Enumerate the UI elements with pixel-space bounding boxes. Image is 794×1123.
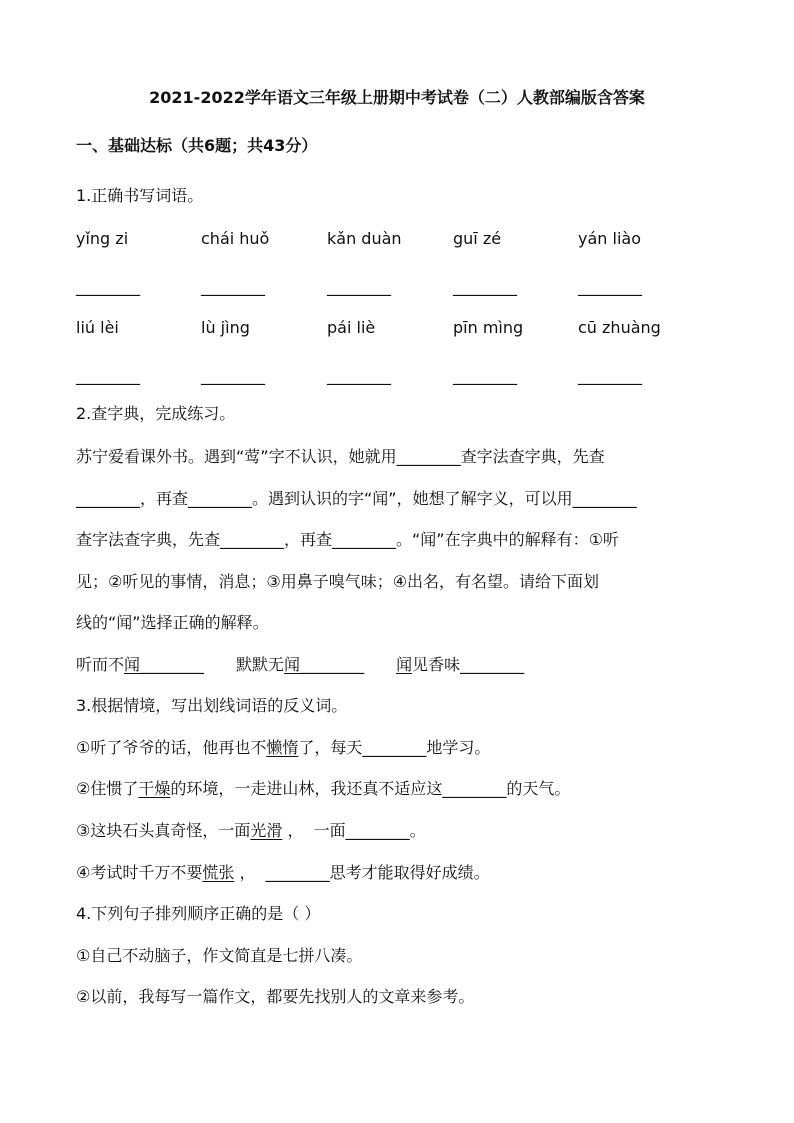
- exercise-text: 默默无: [236, 655, 285, 674]
- section-heading: 一、基础达标（共6题；共43分）: [76, 136, 318, 155]
- underlined-char: 闻: [124, 655, 141, 674]
- pinyin-item: kǎn duàn: [327, 229, 402, 248]
- exercise-2: [236, 655, 364, 674]
- answer-blank-row: [76, 363, 716, 389]
- item-text: 了，每天________地学习。: [298, 738, 491, 757]
- answer-blank[interactable]: ________: [201, 277, 265, 296]
- item-text: ①听了爷爷的话，他再也不: [76, 738, 267, 757]
- underlined-char: 闻: [284, 655, 301, 674]
- question-2-text: 线的“闻”选择正确的解释。: [76, 613, 269, 632]
- pinyin-item: chái huǒ: [201, 229, 270, 248]
- question-3-item: [76, 735, 490, 761]
- question-3-item: [76, 818, 426, 844]
- underlined-char: 闻: [396, 655, 413, 674]
- exercise-text: 听而不: [76, 655, 125, 674]
- pinyin-item: yǐng zi: [76, 229, 129, 248]
- question-2-text: 苏宁爱看课外书。遇到“莺”字不认识，她就用________查字法查字典，先查: [76, 447, 605, 466]
- answer-blank[interactable]: ________: [140, 655, 205, 674]
- question-2-text: 查字法查字典，先查________，再查________。“闻”在字典中的解释有：①听: [76, 530, 619, 549]
- underlined-word: 慌张: [202, 863, 235, 882]
- pinyin-item: guī zé: [453, 229, 502, 248]
- underlined-word: 干燥: [138, 779, 171, 798]
- question-4-sentence: ②以前，我每写一篇作文，都要先找别人的文章来参考。: [76, 987, 475, 1006]
- pinyin-item: yán liào: [578, 229, 641, 248]
- item-text: ， ________思考才能取得好成绩。: [234, 863, 490, 882]
- question-3-prompt: 3.根据情境，写出划线词语的反义词。: [76, 696, 348, 715]
- page-title: 2021-2022学年语文三年级上册期中考试卷（二）人教部编版含答案: [149, 88, 645, 107]
- answer-blank[interactable]: ________: [578, 277, 642, 296]
- pinyin-item: liú lèi: [76, 318, 119, 337]
- pinyin-item: pīn mìng: [453, 318, 524, 337]
- question-2-text: ________，再查________。遇到认识的字“闻”，她想了解字义，可以用________: [76, 489, 637, 508]
- exercise-1: [76, 655, 204, 674]
- answer-blank[interactable]: ________: [327, 366, 391, 385]
- underlined-word: 懒惰: [266, 738, 299, 757]
- item-text: ②住惯了: [76, 779, 139, 798]
- pinyin-item: cū zhuàng: [578, 318, 661, 337]
- answer-blank-row: [76, 274, 716, 300]
- answer-blank[interactable]: ________: [578, 366, 642, 385]
- question-3-item: [76, 860, 490, 886]
- question-2-prompt: 2.查字典，完成练习。: [76, 404, 236, 423]
- pinyin-item: pái liè: [327, 318, 376, 337]
- item-text: ③这块石头真奇怪，一面: [76, 821, 251, 840]
- question-2-text: 见；②听见的事情，消息；③用鼻子嗅气味；④出名，有名望。请给下面划: [76, 572, 600, 591]
- item-text: ④考试时千万不要: [76, 863, 203, 882]
- exercise-text: 见香味________: [412, 655, 525, 674]
- answer-blank[interactable]: ________: [76, 366, 140, 385]
- question-4-sentence: ①自己不动脑子，作文简直是七拼八凑。: [76, 946, 363, 965]
- question-4-prompt: 4.下列句子排列顺序正确的是（ ）: [76, 904, 321, 923]
- answer-blank[interactable]: ________: [453, 277, 517, 296]
- answer-blank[interactable]: ________: [453, 366, 517, 385]
- item-text: 的环境，一走进山林，我还真不适应这________的天气。: [170, 779, 571, 798]
- pinyin-row: [76, 315, 716, 341]
- pinyin-item: lù jìng: [201, 318, 250, 337]
- answer-blank[interactable]: ________: [327, 277, 391, 296]
- underlined-word: 光滑: [250, 821, 283, 840]
- item-text: ， 一面________。: [282, 821, 426, 840]
- pinyin-row: [76, 226, 716, 252]
- question-1-prompt: 1.正确书写词语。: [76, 186, 204, 205]
- question-3-item: [76, 776, 570, 802]
- answer-blank[interactable]: ________: [76, 277, 140, 296]
- question-2-exercises: [76, 652, 524, 678]
- answer-blank[interactable]: ________: [201, 366, 265, 385]
- exercise-3: [396, 655, 524, 674]
- answer-blank[interactable]: ________: [300, 655, 365, 674]
